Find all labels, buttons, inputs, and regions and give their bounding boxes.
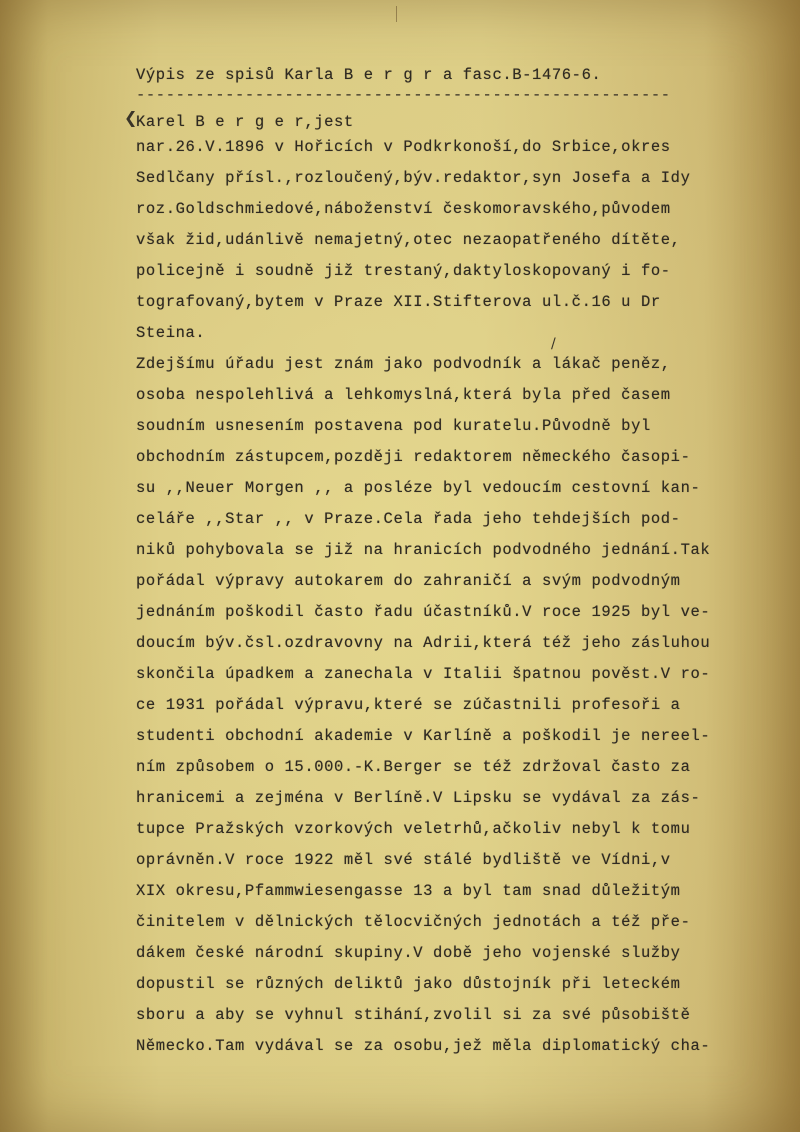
text-line: Steina. <box>136 324 206 342</box>
text-line: dopustil se různých deliktů jako důstojník při leteckém <box>136 975 681 993</box>
text-line: niků pohybovala se již na hranicích podvodného jednání.Tak <box>136 541 711 559</box>
text-line: doucím býv.čsl.ozdravovny na Adrii,která též jeho zásluhou <box>136 634 711 652</box>
text-line: soudním usnesením postavena pod kuratelu.Původně byl <box>136 417 651 435</box>
text-line: obchodním zástupcem,později redaktorem německého časopi- <box>136 448 691 466</box>
text-line: skončila úpadkem a zanechala v Italii špatnou pověst.V ro- <box>136 665 711 683</box>
text-line: Karel B e r g e r,jest <box>136 113 354 131</box>
text-line: Německo.Tam vydával se za osobu,jež měla diplomatický cha- <box>136 1037 711 1055</box>
fold-mark <box>396 6 397 22</box>
text-line: sboru a aby se vyhnul stihání,zvolil si za své působiště <box>136 1006 691 1024</box>
text-line: ním způsobem o 15.000.-K.Berger se též zdržoval často za <box>136 758 691 776</box>
heading-underline-rule: ------------------------------------------------------ <box>136 86 671 104</box>
text-line: studenti obchodní akademie v Karlíně a poškodil je nereel- <box>136 727 711 745</box>
text-line: policejně i soudně již trestaný,daktyloskopovaný i fo- <box>136 262 671 280</box>
text-line: však žid,udánlivě nemajetný,otec nezaopatřeného dítěte, <box>136 231 681 249</box>
text-line: Zdejšímu úřadu jest znám jako podvodník a lákač peněz, <box>136 355 671 373</box>
text-line: dákem české národní skupiny.V době jeho vojenské služby <box>136 944 681 962</box>
text-line: su ,,Neuer Morgen ,, a posléze byl vedoucím cestovní kan- <box>136 479 701 497</box>
text-line: ce 1931 pořádal výpravu,které se zúčastnili profesoři a <box>136 696 681 714</box>
text-line: osoba nespolehlivá a lehkomyslná,která byla před časem <box>136 386 671 404</box>
text-line: Sedlčany přísl.,rozloučený,býv.redaktor,syn Josefa a Idy <box>136 169 691 187</box>
text-line: tografovaný,bytem v Praze XII.Stifterova ul.č.16 u Dr <box>136 293 661 311</box>
text-line: činitelem v dělnických tělocvičných jednotách a též pře- <box>136 913 691 931</box>
text-line: pořádal výpravy autokarem do zahraničí a svým podvodným <box>136 572 681 590</box>
document-heading: Výpis ze spisů Karla B e r g r a fasc.B-1476-6. <box>136 66 602 84</box>
document-body <box>136 112 736 1062</box>
pencil-bracket-mark: ❮ <box>124 108 138 127</box>
text-line: XIX okresu,Pfammwiesengasse 13 a byl tam snad důležitým <box>136 882 681 900</box>
text-line: hranicemi a zejména v Berlíně.V Lipsku se vydával za zás- <box>136 789 701 807</box>
text-line: roz.Goldschmiedové,náboženství českomoravského,původem <box>136 200 671 218</box>
text-line: nar.26.V.1896 v Hořicích v Podkrkonoší,do Srbice,okres <box>136 138 671 156</box>
pencil-check-mark: / <box>551 336 556 352</box>
text-line: celáře ,,Star ,, v Praze.Cela řada jeho tehdejších pod- <box>136 510 681 528</box>
text-line: jednáním poškodil často řadu účastníků.V roce 1925 byl ve- <box>136 603 711 621</box>
text-line: oprávněn.V roce 1922 měl své stálé bydliště ve Vídni,v <box>136 851 671 869</box>
text-line: tupce Pražských vzorkových veletrhů,ačkoliv nebyl k tomu <box>136 820 691 838</box>
